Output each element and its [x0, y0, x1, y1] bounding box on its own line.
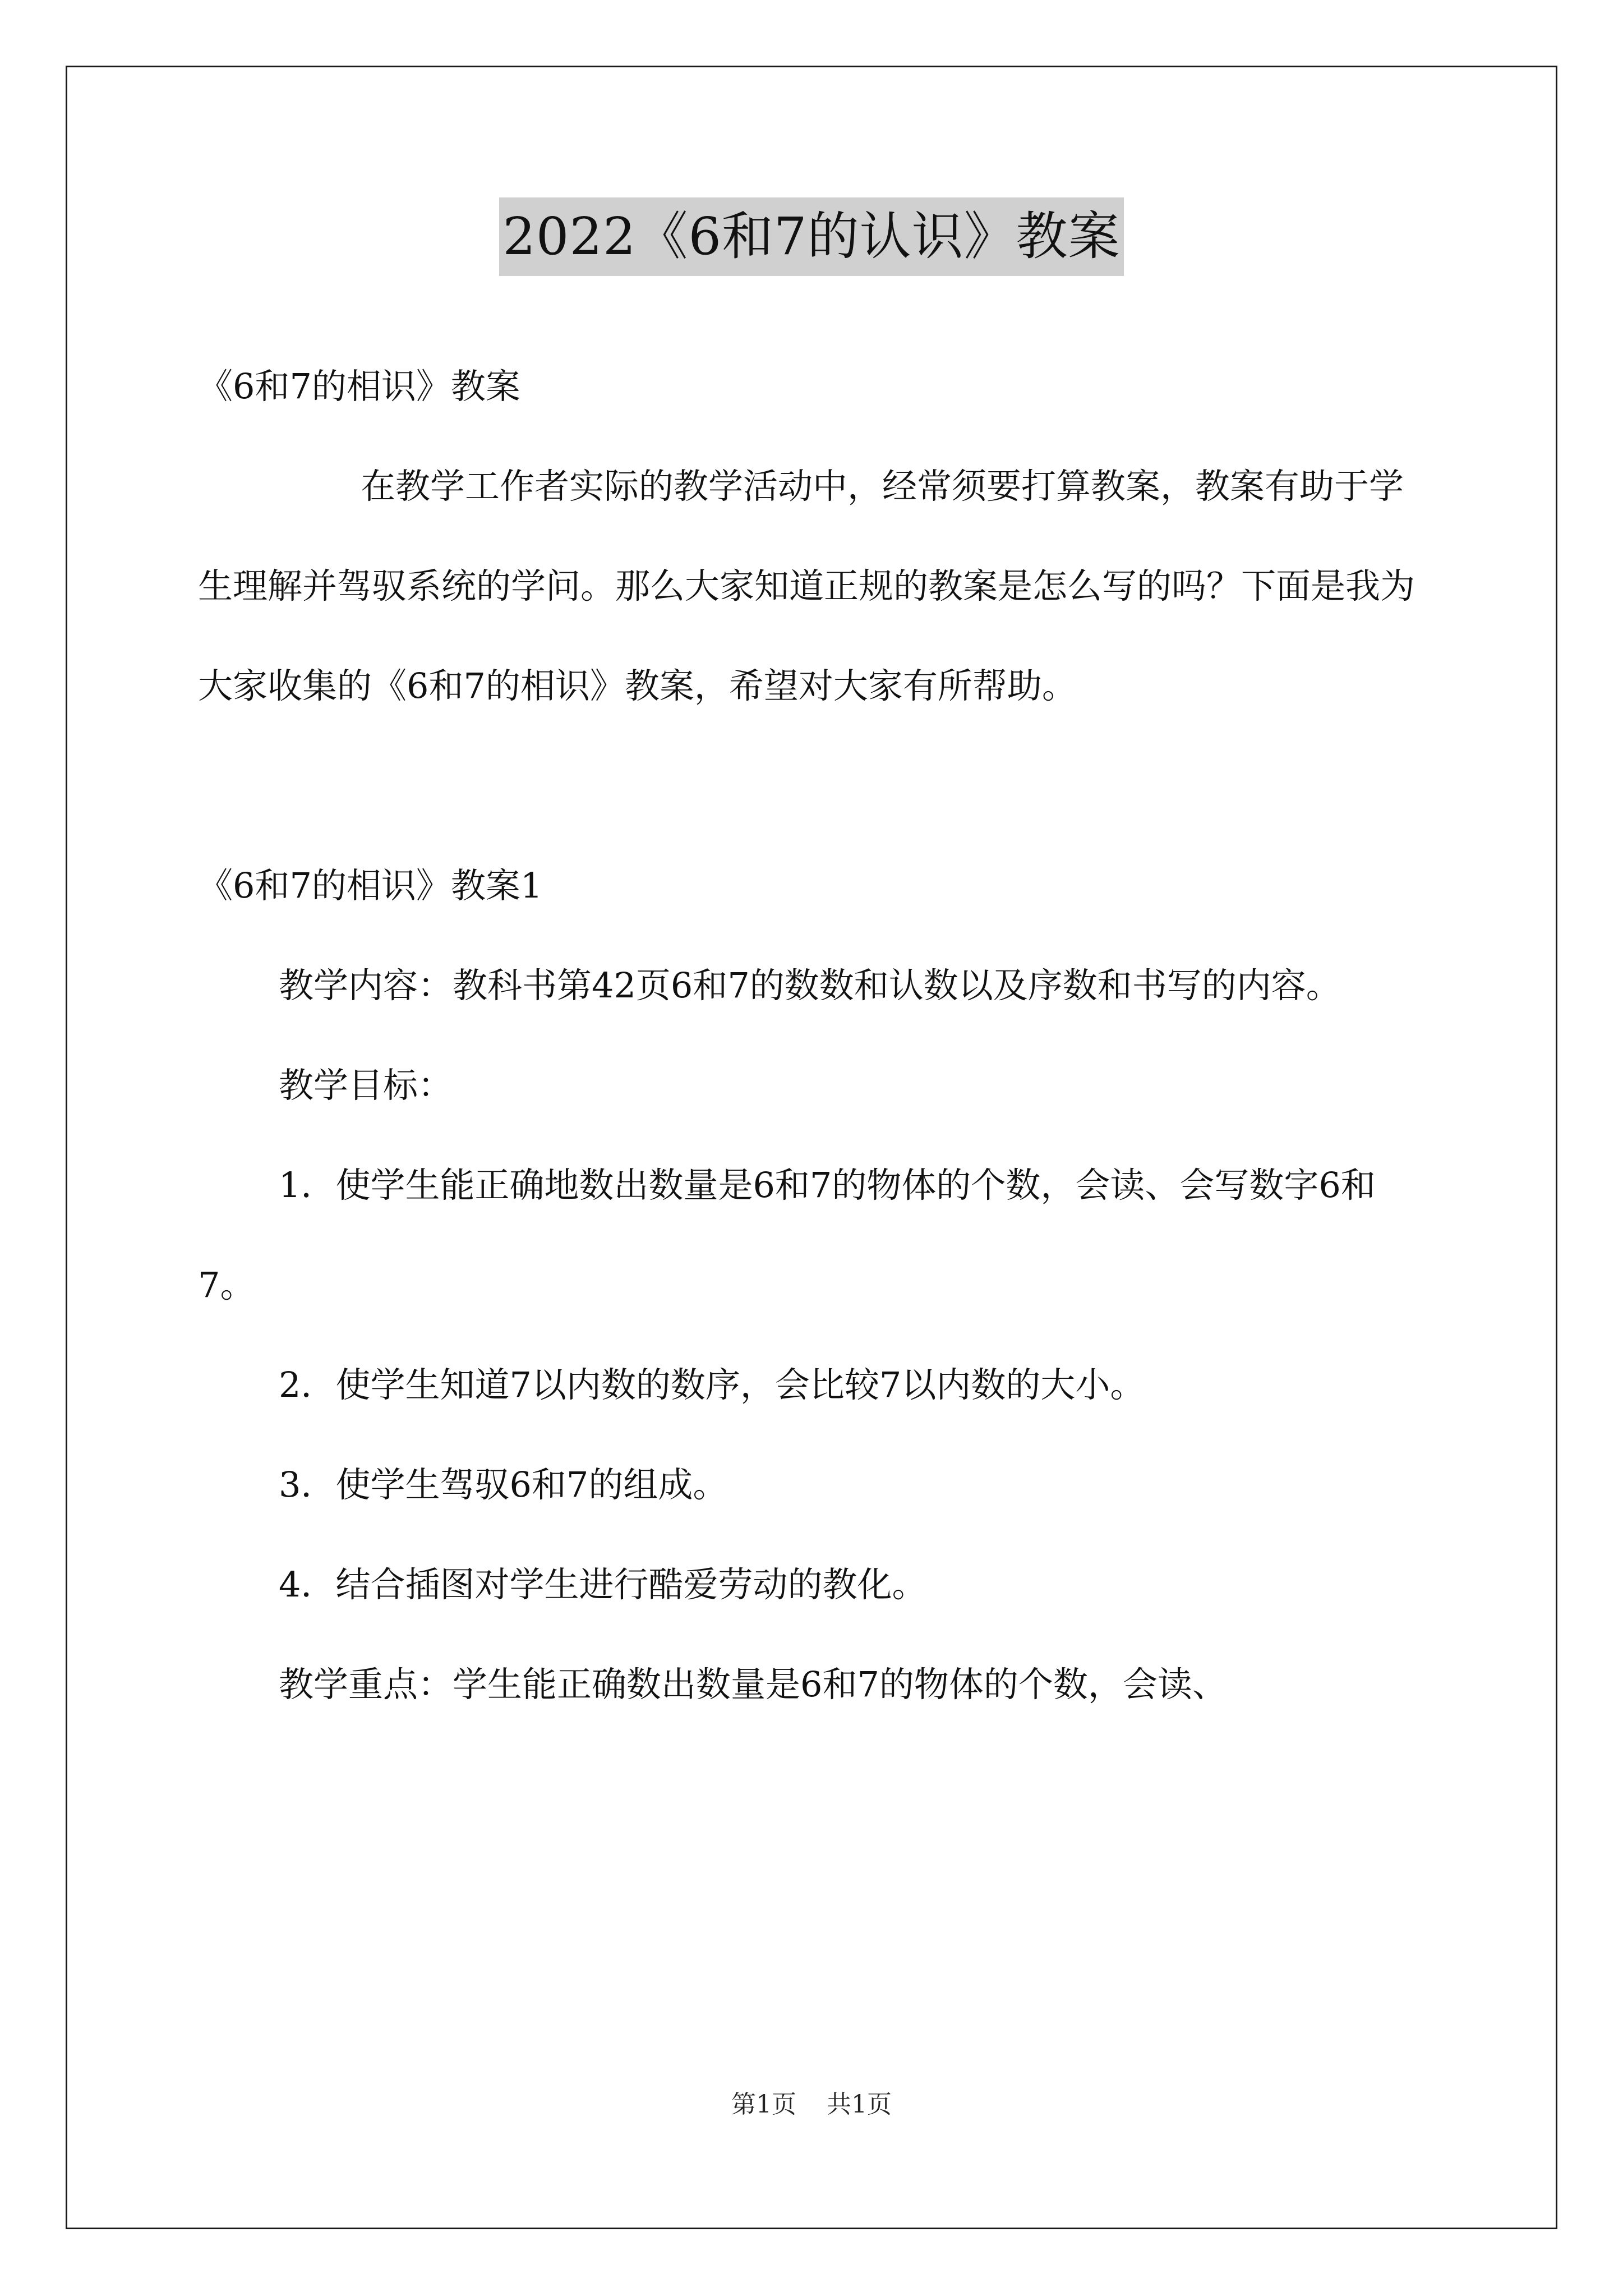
key-point-paragraph: 教学重点：学生能正确数出数量是6和7的物体的个数，会读、 — [279, 1664, 1227, 1705]
document-body — [198, 337, 1432, 1734]
spacer — [198, 736, 1432, 836]
intro-paragraph: 在教学工作者实际的教学活动中，经常须要打算教案，教案有助于学生理解并驾驭系统的学问。那么大家知道正规的教案是怎么写的吗？下面是我为大家收集的《6和7的相识》教案，希望对大家有所帮助。 — [198, 466, 1415, 706]
teaching-goals-label: 教学目标： — [279, 1065, 453, 1106]
title-container — [0, 197, 1623, 276]
subtitle: 《6和7的相识》教案 — [198, 366, 520, 407]
page-footer — [0, 2084, 1623, 2120]
goal-item-1: 1．使学生能正确地数出数量是6和7的物体的个数，会读、会写数字6和7。 — [198, 1165, 1376, 1305]
goal-item-4: 4．结合插图对学生进行酷爱劳动的教化。 — [279, 1564, 927, 1605]
section-heading: 《6和7的相识》教案1 — [198, 865, 543, 906]
page-total: 共1页 — [827, 2090, 892, 2119]
page-number: 第1页 — [731, 2090, 796, 2119]
goal-item-3: 3．使学生驾驭6和7的组成。 — [279, 1464, 728, 1505]
goal-item-2: 2．使学生知道7以内数的数序，会比较7以内数的大小。 — [279, 1364, 1145, 1405]
document-title: 2022《6和7的认识》教案 — [499, 197, 1123, 276]
teaching-content-paragraph: 教学内容：教科书第42页6和7的数数和认数以及序数和书写的内容。 — [279, 965, 1341, 1006]
